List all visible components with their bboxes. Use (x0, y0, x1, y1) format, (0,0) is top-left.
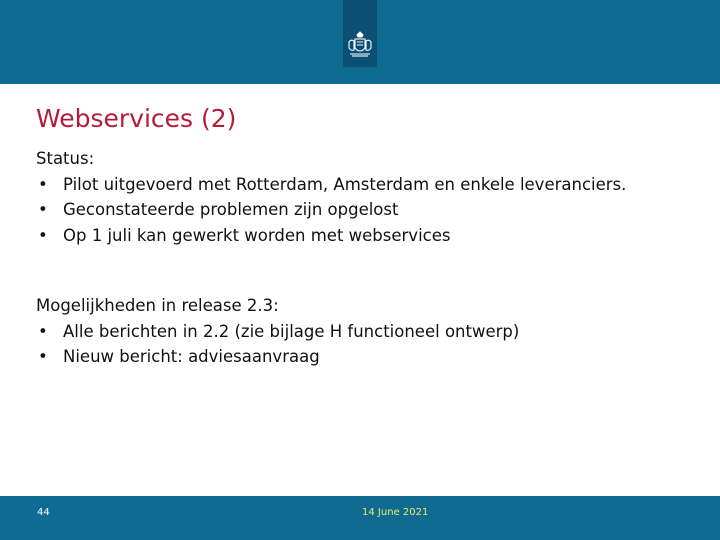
release-bullet-text: Alle berichten in 2.2 (zie bijlage H functioneel ontwerp) (63, 321, 520, 341)
bullet-icon: • (38, 174, 48, 194)
bullet-icon: • (38, 347, 48, 366)
status-bullet-text: Pilot uitgevoerd met Rotterdam, Amsterdam en enkele leveranciers. (63, 174, 627, 194)
release-bullet-item (36, 319, 696, 345)
header-band (0, 0, 720, 84)
footer-band (0, 496, 720, 540)
status-bullet-text: Op 1 juli kan gewerkt worden met webservices (63, 225, 451, 245)
slide-title: Webservices (2) (36, 104, 237, 133)
status-bullet-item (36, 223, 696, 249)
footer-date: 14 June 2021 (362, 507, 429, 518)
page-number: 44 (37, 507, 50, 518)
bullet-icon: • (38, 321, 48, 341)
status-heading: Status: (36, 149, 95, 168)
logo-box (343, 0, 377, 67)
release-bullet-item (36, 344, 696, 370)
bullet-icon: • (38, 200, 48, 219)
coat-of-arms-icon (346, 30, 374, 60)
status-bullet-item (36, 197, 696, 223)
status-section (36, 146, 696, 248)
bullet-icon: • (38, 225, 48, 245)
release-section (36, 293, 696, 370)
status-bullet-item (36, 172, 696, 198)
release-bullet-text: Nieuw bericht: adviesaanvraag (63, 347, 320, 366)
status-bullet-list (36, 172, 696, 249)
release-bullet-list (36, 319, 696, 370)
release-heading: Mogelijkheden in release 2.3: (36, 296, 279, 315)
status-bullet-text: Geconstateerde problemen zijn opgelost (63, 200, 399, 219)
